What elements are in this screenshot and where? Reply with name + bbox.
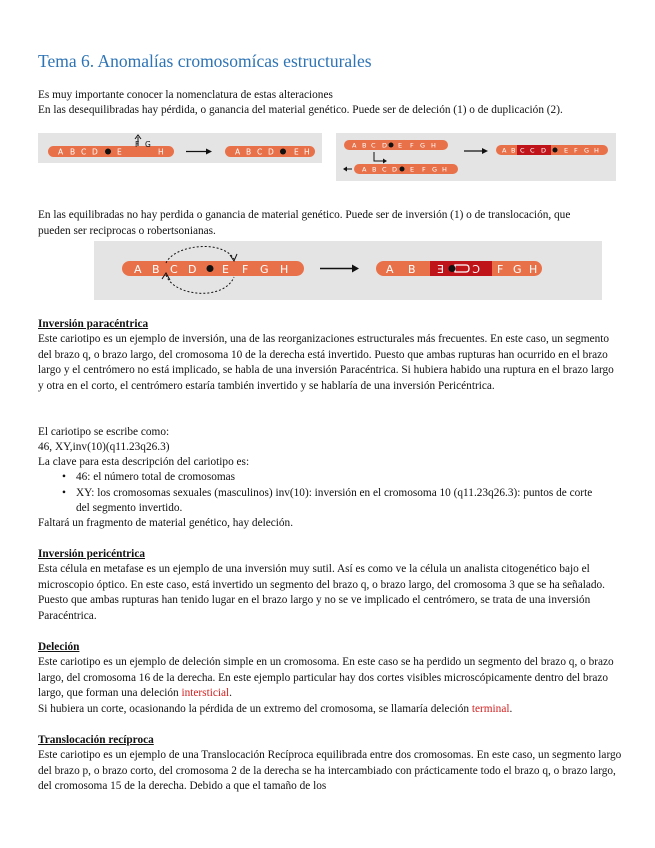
chromosome-inverted xyxy=(376,261,542,276)
svg-text:A: A xyxy=(386,263,394,276)
svg-text:E: E xyxy=(398,141,403,150)
svg-text:G: G xyxy=(513,263,522,276)
term-terminal: terminal xyxy=(471,702,510,715)
list-item: • XY: los cromosomas sexuales (masculinos) inv(10): inversión en el cromosoma 10 (q11.23q26.3): puntos de corte del segmento invertido. xyxy=(38,486,622,517)
svg-text:C: C xyxy=(530,146,535,155)
svg-text:H: H xyxy=(158,147,164,157)
svg-text:H: H xyxy=(594,146,599,155)
svg-text:E: E xyxy=(437,263,444,276)
svg-text:B: B xyxy=(152,263,160,276)
svg-text:G: G xyxy=(145,140,151,149)
heading-pericentric: Inversión pericéntrica xyxy=(38,548,145,560)
translocation-body: Este cariotipo es un ejemplo de una Translocación Recíproca equilibrada entre dos cromosomas. En este caso, un segmento largo del brazo p, o brazo corto, del cromosoma 2 de la derecha se ha intercambiado con prácticamente todo el brazo q, o brazo largo, del cromosoma 15 de la derecha. Debido a que el tamaño de los xyxy=(38,749,622,793)
svg-text:F: F xyxy=(497,263,504,276)
svg-text:D: D xyxy=(392,165,398,174)
heading-translocation: Translocación recíproca xyxy=(38,734,154,746)
svg-text:F: F xyxy=(574,146,578,155)
figure-inversion xyxy=(94,241,602,300)
svg-text:H: H xyxy=(442,165,447,174)
inversion-diagram xyxy=(94,241,602,300)
svg-text:B: B xyxy=(511,146,516,155)
svg-text:A: A xyxy=(362,165,367,174)
duplication-diagram xyxy=(336,133,616,181)
svg-text:D: D xyxy=(382,141,388,150)
figure-duplication xyxy=(336,133,616,181)
deletion-diagram xyxy=(38,133,322,163)
svg-text:G: G xyxy=(420,141,426,150)
svg-text:D: D xyxy=(92,147,98,157)
svg-text:D: D xyxy=(268,147,274,157)
svg-text:G: G xyxy=(260,263,269,276)
svg-text:B: B xyxy=(372,165,377,174)
heading-paracentric: Inversión paracéntrica xyxy=(38,318,149,330)
key-intro: La clave para esta descripción del cariotipo es: xyxy=(38,456,250,468)
svg-text:B: B xyxy=(246,147,252,157)
svg-text:A: A xyxy=(134,263,142,276)
deletion-text-2: Si hubiera un corte, ocasionando la pérdida de un extremo del cromosoma, se llamaría deleción xyxy=(38,702,470,715)
intro-line-1: Es muy importante conocer la nomenclatura de estas alteraciones xyxy=(38,89,333,101)
svg-text:E: E xyxy=(410,165,415,174)
chromosome-duplicated xyxy=(496,145,608,155)
deletion-body: Este cariotipo es un ejemplo de deleción simple en un cromosoma. En este caso se ha perdido un segmento del brazo q, o brazo largo, del cromosoma 16 de la derecha. En este ejemplo particular hay dos cortes visibles microscópicamente dentro del brazo largo, que forman una deleción intersticial. Si hubiera un corte, ocasionando la pérdida de un extremo del cromosoma, se llamaría deleción terminal. xyxy=(38,656,614,715)
karyotype-intro: El cariotipo se escribe como: xyxy=(38,426,170,438)
chromosome-bottom xyxy=(343,164,458,174)
heading-deletion: Deleción xyxy=(38,641,80,653)
svg-text:D: D xyxy=(188,263,197,276)
svg-text:F: F xyxy=(410,141,414,150)
paracentric-closing: Faltará un fragmento de material genético, hay deleción. xyxy=(38,517,294,529)
chromosome-top xyxy=(344,140,448,150)
balanced-paragraph: En las equilibradas no hay perdida o ganancia de material genético. Puede ser de inversión (1) o de translocación, que pueden ser reciprocas o robertsonianas. xyxy=(38,209,571,237)
karyotype-formula: 46, XY,inv(10)(q11.23q26.3) xyxy=(38,441,170,453)
svg-text:C: C xyxy=(170,263,178,276)
intro-line-2: En las desequilibradas hay pérdida, o ganancia del material genético. Puede ser de deleción (1) o de duplicación (2). xyxy=(38,104,563,116)
svg-text:C: C xyxy=(520,146,525,155)
svg-text:A: A xyxy=(235,147,241,157)
pericentric-body: Esta célula en metafase es un ejemplo de una inversión muy sutil. Así es como ve la célula un analista citogenético bajo el microscopio óptico. En este caso, está invertido un segmento del brazo q, o brazo largo, del cromosoma 3 que se ha señalado. Puesto que ambas rupturas han tenido lugar en el brazo largo y no se ve implicado el centrómero, se trata de una inversión Paracéntrica. xyxy=(38,563,605,622)
svg-text:H: H xyxy=(529,263,538,276)
svg-text:D: D xyxy=(541,146,547,155)
svg-text:H: H xyxy=(280,263,289,276)
svg-text:C: C xyxy=(371,141,376,150)
svg-text:A: A xyxy=(502,146,507,155)
svg-text:E: E xyxy=(294,147,299,157)
svg-text:B: B xyxy=(408,263,416,276)
svg-text:F: F xyxy=(242,263,249,276)
svg-text:F: F xyxy=(422,165,426,174)
deletion-text: Este cariotipo es un ejemplo de deleción simple en un cromosoma. En este caso se ha perdido un segmento del brazo q, o brazo largo, del cromosoma 16 de la derecha. En este ejemplo particular hay dos cortes visibles microscópicamente dentro del brazo largo, que forman una deleción xyxy=(38,656,614,700)
svg-text:E: E xyxy=(117,147,122,157)
chromosome-after xyxy=(225,146,315,157)
svg-text:B: B xyxy=(362,141,367,150)
svg-text:C: C xyxy=(472,263,480,276)
svg-text:H: H xyxy=(304,147,310,157)
figure-deletion xyxy=(38,133,322,163)
paracentric-body: Este cariotipo es un ejemplo de inversión, una de las reorganizaciones estructurales más frecuentes. En este caso, un segmento del brazo q, o brazo largo, del cromosoma 10 de la derecha está invertido. Puesto que ambas rupturas han ocurrido en el brazo largo y el centrómero no está implicado, se habla de una inversión Paracéntrica. Si hubiera habido una ruptura en el brazo largo y otra en el corto, el centrómero estaría también invertido y se hablaría de una inversión Pericéntrica. xyxy=(38,333,614,392)
svg-text:C: C xyxy=(382,165,387,174)
svg-text:A: A xyxy=(58,147,64,157)
svg-text:F: F xyxy=(135,140,140,149)
svg-text:C: C xyxy=(81,147,87,157)
key-list xyxy=(38,470,622,517)
svg-text:A: A xyxy=(352,141,357,150)
term-interstitial: intersticial xyxy=(181,687,230,700)
svg-text:G: G xyxy=(584,146,590,155)
svg-text:E: E xyxy=(222,263,229,276)
svg-text:B: B xyxy=(70,147,76,157)
page-title: Tema 6. Anomalías cromosomícas estructurales xyxy=(38,51,372,71)
list-item: • 46: el número total de cromosomas xyxy=(38,470,622,486)
svg-text:H: H xyxy=(431,141,436,150)
svg-text:G: G xyxy=(432,165,438,174)
svg-text:E: E xyxy=(564,146,569,155)
svg-text:C: C xyxy=(257,147,263,157)
